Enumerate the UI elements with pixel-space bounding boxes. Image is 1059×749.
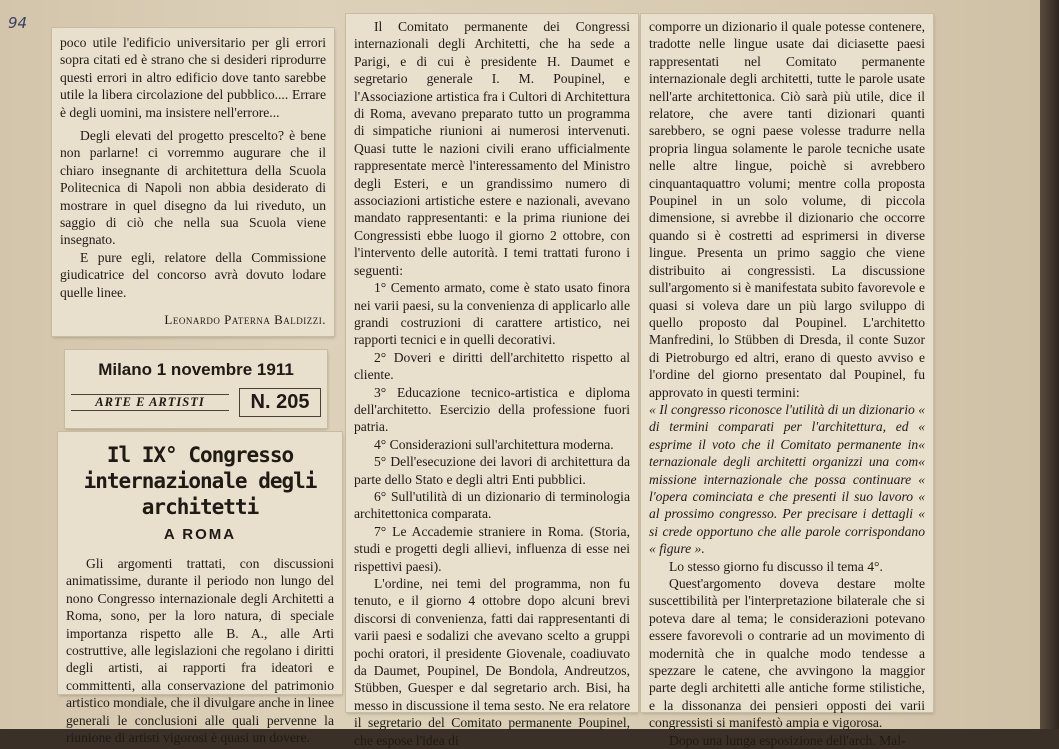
paragraph: Quest'argomento doveva destare molte suscettibilità per l'interpretazione bilaterale che si poteva dare al tema; le considerazioni potevano essere favorevoli o contrarie ad un movimento di modernità che in qualche modo tendesse a spezzare le catene, che avvingono la maggior parte degli architetti alle antiche forme stilistiche, e la dissonanza dei pensieri opposti dei varii congressisti si manifestò ampia e vigorosa. [649,576,925,731]
paragraph: 1° Cemento armato, come è stato usato finora nei varii paesi, su la convenienza di applicarlo alle grandi costruzioni di carattere artistico, nei rapporti tecnici e in quelli decorativi. [354,280,630,348]
clipping-article-column3 [641,14,933,748]
paragraph: L'ordine, nei temi del programma, non fu tenuto, e il giorno 4 ottobre dopo alcuni brevi discorsi di convenienza, fatti dai rappresentanti di varii paesi e sodalizi che avevano scelto a gruppi pochi oratori, il presidente Giovenale, coadiuvato da Daumet, Poupinel, De Bondola, Andreutzos, Stübben, Guesper e dal segretario arch. Bisi, ha messo in discussione il tema sesto. Ne era relatore il segretario del Comitato permanente Poupinel, che espose l'idea di [354,576,630,748]
paragraph: comporre un dizionario il quale potesse contenere, tradotte nelle lingue usate dai diciasette paesi rappresentati nel Comitato permanente internazionale degli architetti, tutte le parole usate nell'arte architettonica. Ciò sarà più utile, dice il relatore, che avere tanti dizionari quanti sarebbero, se ogni paese volesse tradurre nella propria lingua solamente le parole tecniche usate nelle altre lingue, poichè si avrebbero cinquantaquattro volumi; mentre colla proposta Poupinel in un solo volume, di piccola dimensione, si avrebbe il dizionario che occorre quando si è costretti ad esprimersi in diverse lingue. Presenta un primo saggio che viene distribuito ai congressisti. La discussione sull'argomento si è manifestata subito favorevole e quasi si voleva dare un più largo sviluppo di quello proposto dal Poupinel. L'architetto Manfredini, lo Stübben di Dresda, il conte Suzor di Pietroburgo ed altri, erano di questo avviso e l'ordine del giorno presentato dal Poupinel, fu approvato in questi termini: [649,19,925,400]
handwritten-page-number: 94 [8,14,28,32]
section-label: ARTE E ARTISTI [71,394,229,411]
author-signature: Leonardo Paterna Baldizzi. [164,312,326,328]
place-date: Milano 1 novembre 1911 [98,360,294,379]
paragraph: 6° Sull'utilità di un dizionario di terminologia architettonica comparata. [354,488,630,522]
clipping-article-column2 [346,14,638,748]
article-subhead: A ROMA [163,526,237,543]
album-spine [1040,0,1059,729]
article-headline: Il IX° Congresso internazionale degli architetti [83,443,317,519]
paragraph: poco utile l'edificio universitario per gli errori sopra citati ed è strano che si desideri riprodurre questi errori in altro edificio dove tanto sarebbe utile la libera circolazione del pubblico.... Errare è degli uomini, ma insistere nell'errore... [60,35,326,120]
paragraph: Il Comitato permanente dei Congressi internazionali degli Architetti, che ha sede a Parigi, e di cui è presidente H. Daumet e segretario generale I. M. Poupinel, e l'Associazione artistica fra i Cultori di Architettura di Roma, avevano preparato tutto un programma di simpatiche riunioni ai numerosi intervenuti. Quasi tutte le nazioni civili erano ufficialmente rappresentate mercè l'interessamento del Ministro degli Esteri, e un grandissimo numero di associazioni artistiche estere e nazionali, avevano mandato rappresentanti: e la prima riunione dei Congressisti ebbe luogo il giorno 2 ottobre, con l'intervento delle autorità. I temi trattati furono i seguenti: [354,19,630,278]
clipping-masthead [65,350,327,428]
paragraph: Dopo una lunga esposizione dell'arch. Mal- [669,732,906,748]
paragraph: Gli argomenti trattati, con discussioni animatissime, durante il periodo non lungo del nono Congresso internazionale degli Architetti a Roma, sono, per la loro natura, di speciale importanza rispetto alle B. A., alle Arti costruttive, alle legislazioni che regolano i diritti degli artisti, ai rapporti fra ideatori e committenti, alla conservazione del patrimonio artistico mondiale, che il divulgare anche in linee generali le conclusioni alle quali pervenne la riunione di artisti vigorosi è quasi un dovere. [66,556,334,746]
clipping-column1-top [52,28,334,336]
paragraph: E pure egli, relatore della Commissione giudicatrice del concorso avrà dovuto lodare quelle linee. [60,249,326,300]
paragraph: Degli elevati del progetto prescelto? è bene non parlarne! ci vorremmo augurare che il chiaro insegnante di architettura della Scuola Politecnica di Napoli non abbia desiderato di mostrare in quel disegno da lui riveduto, un saggio di ciò che nella sua Scuola viene insegnato. [60,128,326,248]
paragraph: 3° Educazione tecnico-artistica e diploma dell'architetto. Esercizio della professione fuori patria. [354,384,630,435]
resolution-quote: « Il congresso riconosce l'utilità di un dizionario « di termini comparati per l'architettura, ed « esprime il voto che il Comitato permanente in« ternazionale degli architetti organizzi una com« missione internazionale che possa continuare « l'opera cominciata e che presenti il suo lavoro « al prossimo congresso. Per precisare i dettagli « si crede opportuno che alle parole corrispondano « figure ». [649,401,925,557]
clipping-article-column1 [58,432,342,746]
paragraph: 7° Le Accademie straniere in Roma. (Storia, studi e progetti degli allievi, influenza di esse nei rispettivi paesi). [354,523,630,574]
paragraph: 5° Dell'esecuzione dei lavori di architettura da parte dello Stato e degli altri Enti pubblici. [354,454,630,487]
paragraph: Lo stesso giorno fu discusso il tema 4°. [669,558,883,574]
paragraph: 2° Doveri e diritti dell'architetto rispetto al cliente. [354,349,630,383]
issue-number: N. 205 [239,388,321,417]
paragraph: 4° Considerazioni sull'architettura moderna. [374,436,614,452]
